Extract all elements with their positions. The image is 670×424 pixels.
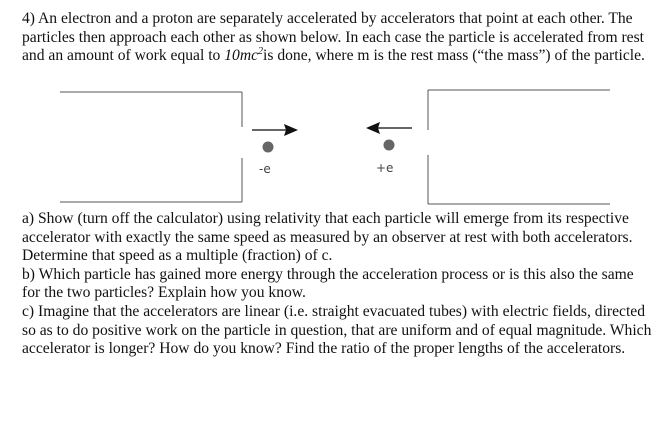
part-b: b) Which particle has gained more energy through the acceleration process or is this also the same for the two particles? Explain how you know. bbox=[22, 265, 634, 302]
part-c: c) Imagine that the accelerators are linear (i.e. straight evacuated tubes) with electric fields, directed so as to do positive work on the particle in question, that are uniform and of equal magnitude. Which accelerator is longer? How do you know? Find the ratio of the proper lengths of the accelerators. bbox=[22, 302, 652, 358]
electron-arrow-icon bbox=[252, 124, 298, 136]
proton-dot bbox=[384, 140, 395, 151]
work-exponent: 2 bbox=[258, 46, 264, 57]
right-accelerator bbox=[428, 90, 610, 204]
intro-text-end: is done, where m is the rest mass (“the mass”) of the particle. bbox=[263, 47, 645, 65]
proton-label: +e bbox=[376, 161, 394, 175]
proton-arrow-icon bbox=[366, 122, 412, 134]
intro-text: 4) An electron and a proton are separately accelerated by accelerators that point at each other. The particles then approach each other as shown below. In each case the particle is accelerated from rest and an amount of work equal to bbox=[22, 10, 645, 65]
electron-label: -e bbox=[259, 162, 271, 176]
problem-parts bbox=[22, 210, 652, 359]
electron-dot bbox=[263, 142, 274, 153]
part-a: a) Show (turn off the calculator) using relativity that each particle will emerge from its respective accelerator with exactly the same speed as measured by an observer at rest with both accelerators. Determine that speed as a multiple (fraction) of c. bbox=[22, 210, 633, 265]
work-expression: $10mc^2$ bbox=[224, 46, 264, 65]
left-accelerator bbox=[60, 92, 242, 202]
